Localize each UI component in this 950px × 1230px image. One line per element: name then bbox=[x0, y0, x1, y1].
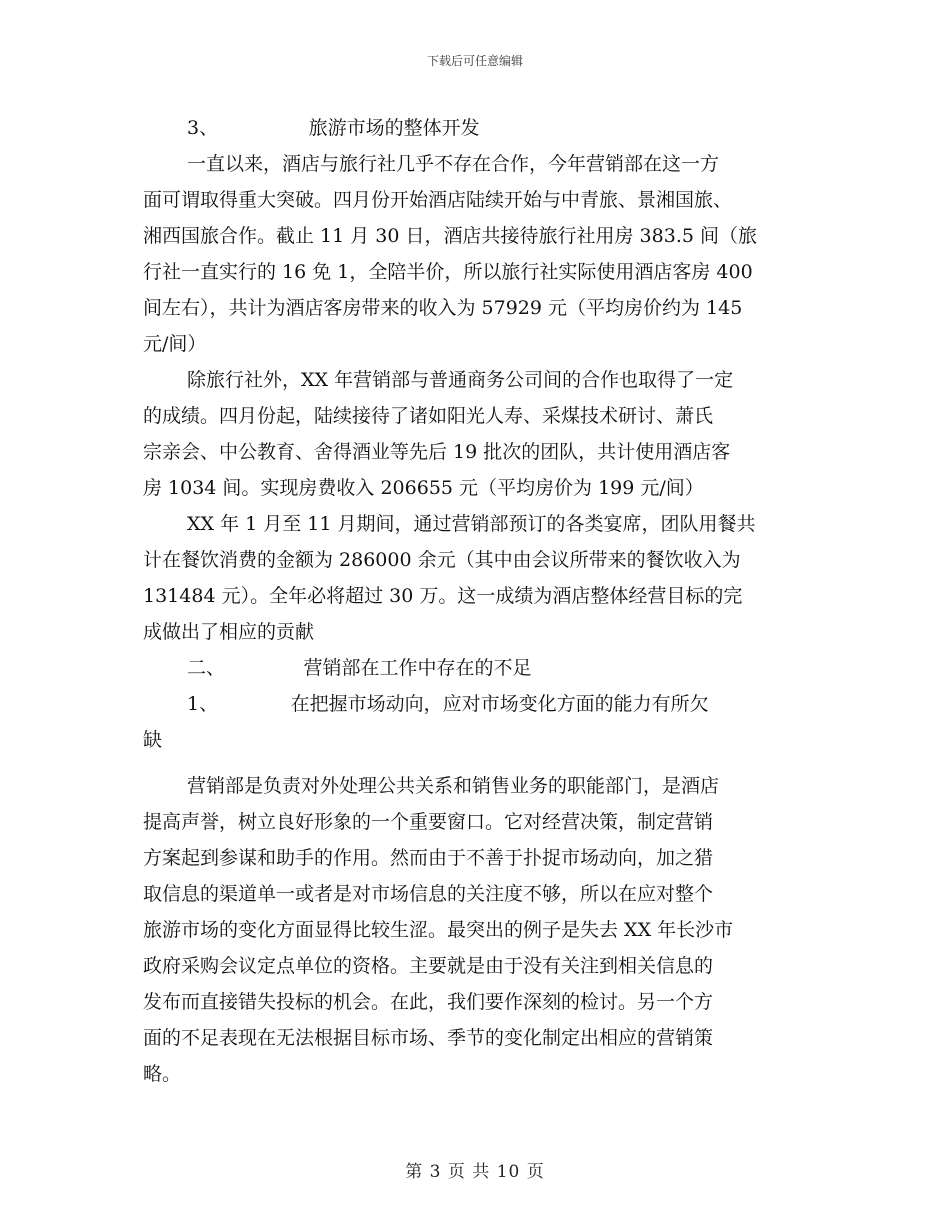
text-line: 3、 旅游市场的整体开发 bbox=[187, 117, 480, 139]
text-line: 缺 bbox=[143, 729, 163, 751]
text-line: 计在餐饮消费的金额为 286000 余元（其中由会议所带来的餐饮收入为 bbox=[143, 549, 741, 571]
page-header: 下载后可任意编辑 bbox=[426, 54, 523, 68]
text-line: XX 年 1 月至 11 月期间，通过营销部预订的各类宴席，团队用餐共 bbox=[187, 513, 756, 535]
text-line: 发布而直接错失投标的机会。在此，我们要作深刻的检讨。另一个方 bbox=[143, 991, 714, 1013]
text-line: 湘西国旅合作。截止 11 月 30 日，酒店共接待旅行社用房 383.5 间（旅 bbox=[143, 225, 757, 247]
text-line: 略。 bbox=[143, 1063, 182, 1085]
text-line: 元/间） bbox=[143, 333, 207, 355]
text-line: 131484 元）。全年必将超过 30 万。这一成绩为酒店整体经营目标的完 bbox=[143, 585, 743, 607]
text-line: 方案起到参谋和助手的作用。然而由于不善于扑捉市场动向，加之猎 bbox=[143, 847, 714, 869]
text-line: 1、 在把握市场动向，应对市场变化方面的能力有所欠 bbox=[187, 693, 709, 715]
text-line: 取信息的渠道单一或者是对市场信息的关注度不够，所以在应对整个 bbox=[143, 883, 714, 905]
text-line: 面可谓取得重大突破。四月份开始酒店陆续开始与中青旅、景湘国旅、 bbox=[143, 189, 733, 211]
page-footer: 第 3 页 共 10 页 bbox=[405, 1162, 545, 1182]
text-line: 宗亲会、中公教育、舍得酒业等先后 19 批次的团队，共计使用酒店客 bbox=[143, 441, 731, 463]
text-line: 间左右），共计为酒店客房带来的收入为 57929 元（平均房价约为 145 bbox=[143, 297, 743, 319]
text-line: 房 1034 间。实现房费收入 206655 元（平均房价为 199 元/间） bbox=[143, 477, 704, 499]
text-line: 政府采购会议定点单位的资格。主要就是由于没有关注到相关信息的 bbox=[143, 955, 714, 977]
text-line: 行社一直实行的 16 免 1，全陪半价，所以旅行社实际使用酒店客房 400 bbox=[143, 261, 753, 283]
text-line: 成做出了相应的贡献 bbox=[143, 621, 315, 643]
text-line: 的成绩。四月份起，陆续接待了诸如阳光人寿、采煤技术研讨、萧氏 bbox=[143, 405, 714, 427]
text-line: 一直以来，酒店与旅行社几乎不存在合作，今年营销部在这一方 bbox=[187, 153, 720, 175]
text-line: 除旅行社外，XX 年营销部与普通商务公司间的合作也取得了一定 bbox=[187, 369, 734, 391]
text-line: 营销部是负责对外处理公共关系和销售业务的职能部门，是酒店 bbox=[187, 775, 720, 797]
text-line: 旅游市场的变化方面显得比较生涩。最突出的例子是失去 XX 年长沙市 bbox=[143, 919, 734, 941]
text-line: 提高声誉，树立良好形象的一个重要窗口。它对经营决策，制定营销 bbox=[143, 811, 714, 833]
text-line: 面的不足表现在无法根据目标市场、季节的变化制定出相应的营销策 bbox=[143, 1027, 714, 1049]
text-line: 二、 营销部在工作中存在的不足 bbox=[187, 657, 532, 679]
